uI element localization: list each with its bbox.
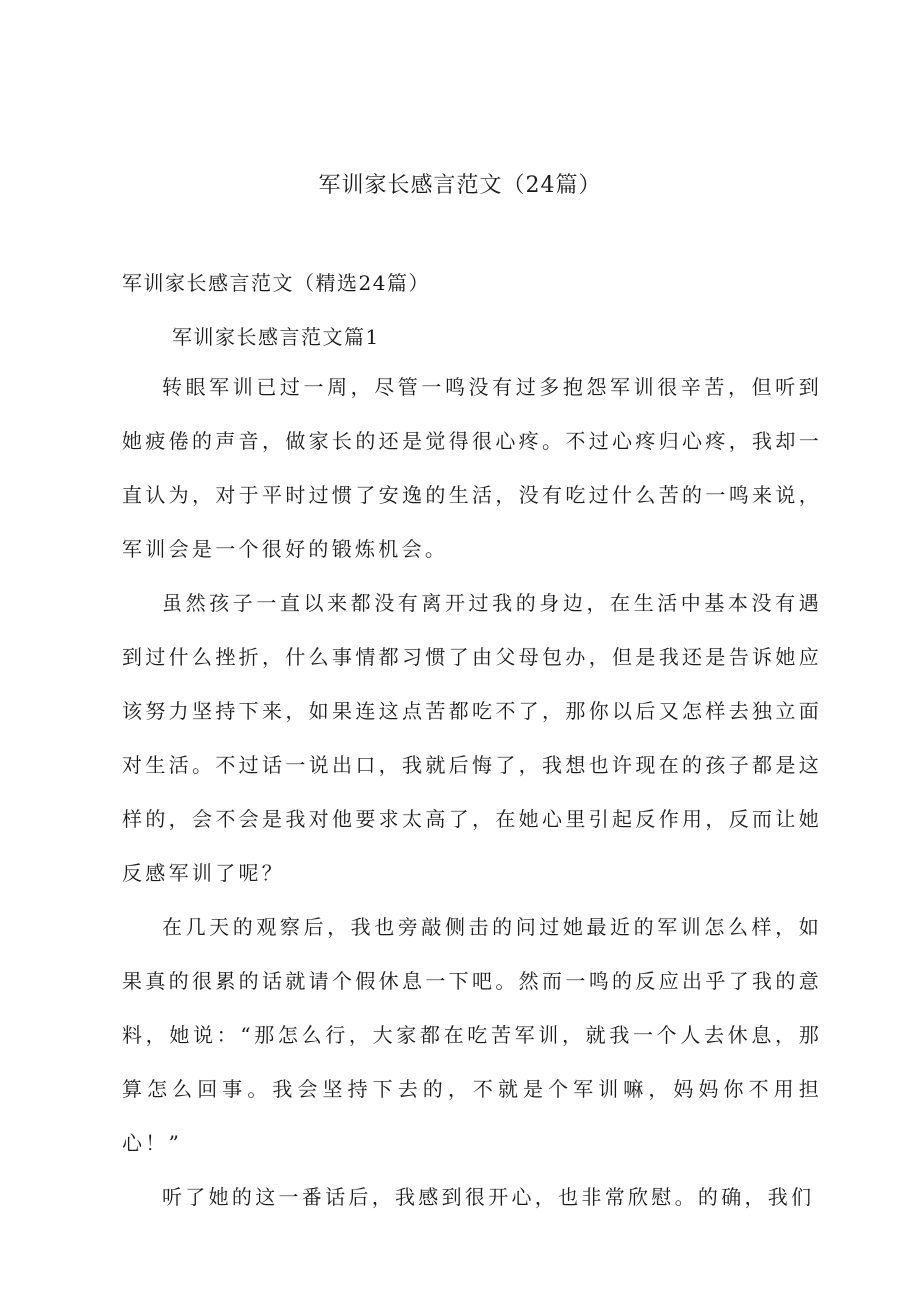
document-subtitle: 军训家长感言范文（精选24篇） (122, 271, 430, 295)
section-heading: 军训家长感言范文篇1 (172, 325, 380, 349)
paragraph: 听了她的这一番话后，我感到很开心，也非常欣慰。的确，我们 (162, 1185, 815, 1209)
paragraph: 在几天的观察后，我也旁敲侧击的问过她最近的军训怎么样，如果真的很累的话就请个假休息一下吧。然而一鸣的反应出乎了我的意料，她说：“那怎么行，大家都在吃苦军训，就我一个人去休息，那算怎么回事。我会坚持下去的，不就是个军训嘛，妈妈你不用担心！” (122, 915, 822, 1155)
paragraph: 虽然孩子一直以来都没有离开过我的身边，在生活中基本没有遇到过什么挫折，什么事情都习惯了由父母包办，但是我还是告诉她应该努力坚持下来，如果连这点苦都吃不了，那你以后又怎样去独立面对生活。不过话一说出口，我就后悔了，我想也许现在的孩子都是这样的，会不会是我对他要求太高了，在她心里引起反作用，反而让她反感军训了呢？ (122, 591, 822, 885)
document-title: 军训家长感言范文（24篇） (318, 173, 602, 198)
body-text (122, 360, 822, 1224)
paragraph: 转眼军训已过一周，尽管一鸣没有过多抱怨军训很辛苦，但听到她疲倦的声音，做家长的还是觉得很心疼。不过心疼归心疼，我却一直认为，对于平时过惯了安逸的生活，没有吃过什么苦的一鸣来说，军训会是一个很好的锻炼机会。 (122, 375, 822, 561)
